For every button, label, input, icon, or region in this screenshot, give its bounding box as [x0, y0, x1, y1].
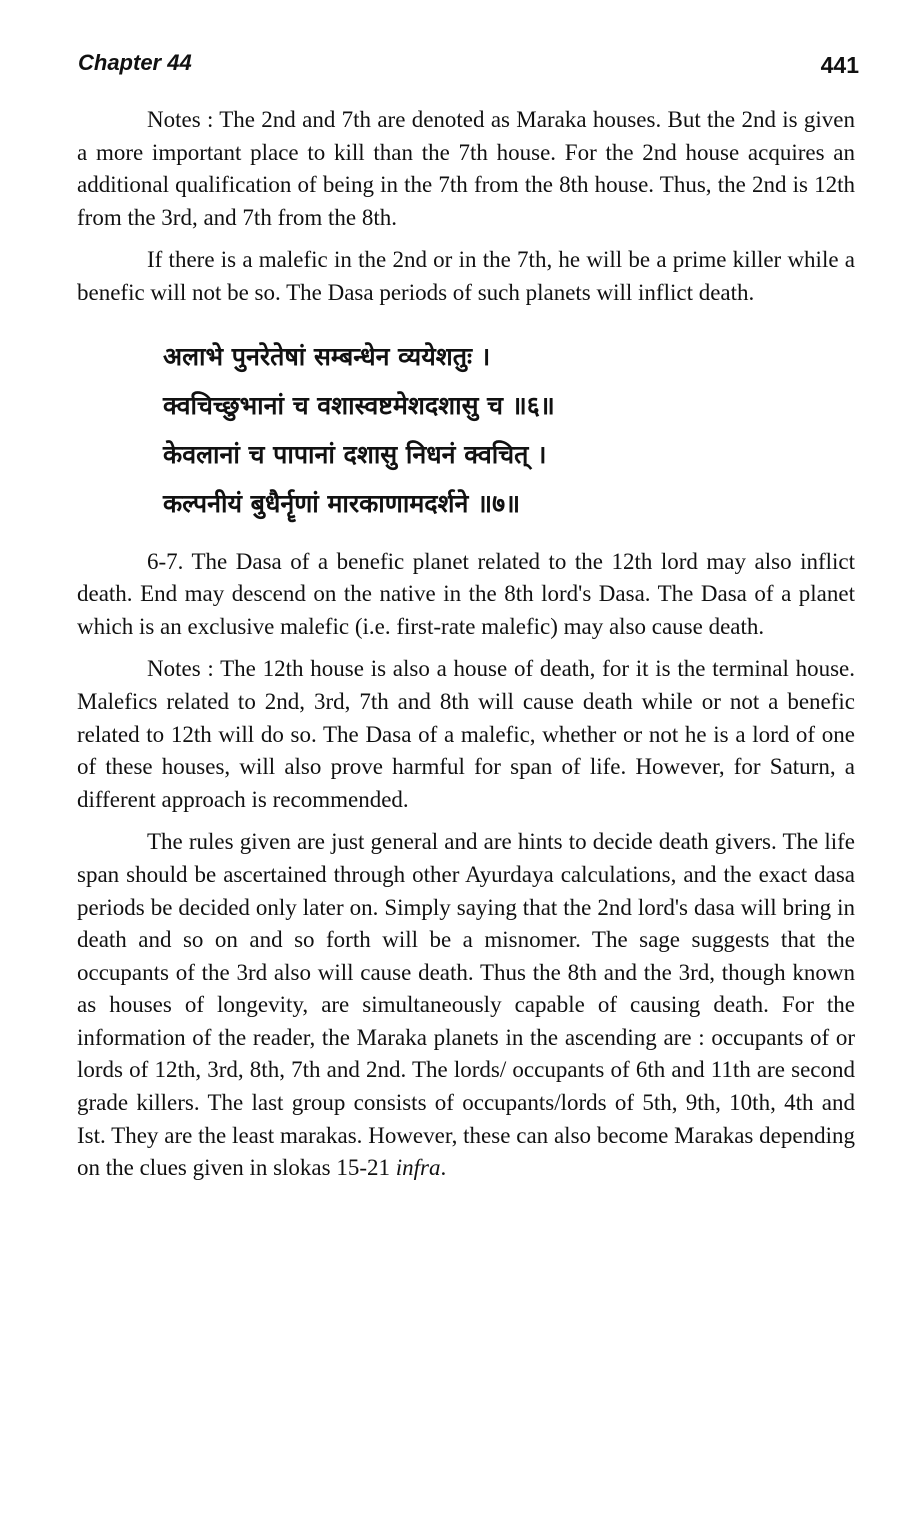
shloka-line: अलाभे पुनरेतेषां सम्बन्धेन व्ययेशतुः । [163, 341, 491, 371]
shloka-line: क्वचिच्छुभानां च वशास्वष्टमेशदशासु च ॥६॥ [163, 390, 555, 420]
chapter-heading: Chapter 44 [78, 50, 192, 75]
rules-paragraph [77, 826, 855, 1185]
sanskrit-shloka [77, 332, 855, 528]
infra-italic: infra [395, 1155, 441, 1181]
rules-paragraph-text: The rules given are just general and are hints to decide death givers. The life span should be ascertained through other Ayurdaya calculations, and the exact dasa periods be decided only later on. Simply saying that the 2nd lord's dasa will bring in death and so on and so forth will be a misnomer. The sage suggests that the occupants of the 3rd also will cause death. Thus the 8th and the 3rd, though known as houses of longevity, are simultaneously capable of causing death. For the information of the reader, the Maraka planets in the ascending are : occupants of or lords of 12th, 3rd, 8th, 7th and 2nd. The lords/ occupants of 6th and 11th are second grade killers. The last group consists of occupants/lords of 5th, 9th, 10th, 4th and Ist. They are the least marakas. However, these can also become Marakas depending on the clues given in slokas 15-21 [77, 829, 855, 1181]
shloka-line: केवलानां च पापानां दशासु निधनं क्वचित् । [163, 439, 547, 469]
page-number: 441 [820, 52, 859, 78]
notes-paragraph-1: Notes : The 2nd and 7th are denoted as Maraka houses. But the 2nd is given a more important place to kill than the 7th house. For the 2nd house acquires an additional qualification of being in the 7th from the 8th house. Thus, the 2nd is 12th from the 3rd, and 7th from the 8th. [77, 107, 855, 230]
translation-paragraph: 6-7. The Dasa of a benefic planet related to the 12th lord may also inflict death. End may descend on the native in the 8th lord's Dasa. The Dasa of a planet which is an exclusive malefic (i.e. first-rate malefic) may also cause death. [77, 548, 855, 639]
page-header [78, 50, 859, 86]
notes-paragraph-2: Notes : The 12th house is also a house of death, for it is the terminal house. Malefics related to 2nd, 3rd, 7th and 8th will cause death while or not a benefic related to 12th will do so. The Dasa of a malefic, whether or not he is a lord of one of these houses, will also prove harmful for span of life. However, for Saturn, a different approach is recommended. [77, 656, 855, 812]
page-body [77, 104, 855, 1195]
malefic-paragraph: If there is a malefic in the 2nd or in the 7th, he will be a prime killer while a benefic will not be so. The Dasa periods of such planets will inflict death. [77, 247, 855, 305]
end-punctuation: . [440, 1155, 447, 1181]
shloka-line: कल्पनीयं बुधैर्नॄणां मारकाणामदर्शने ॥७॥ [163, 488, 521, 518]
